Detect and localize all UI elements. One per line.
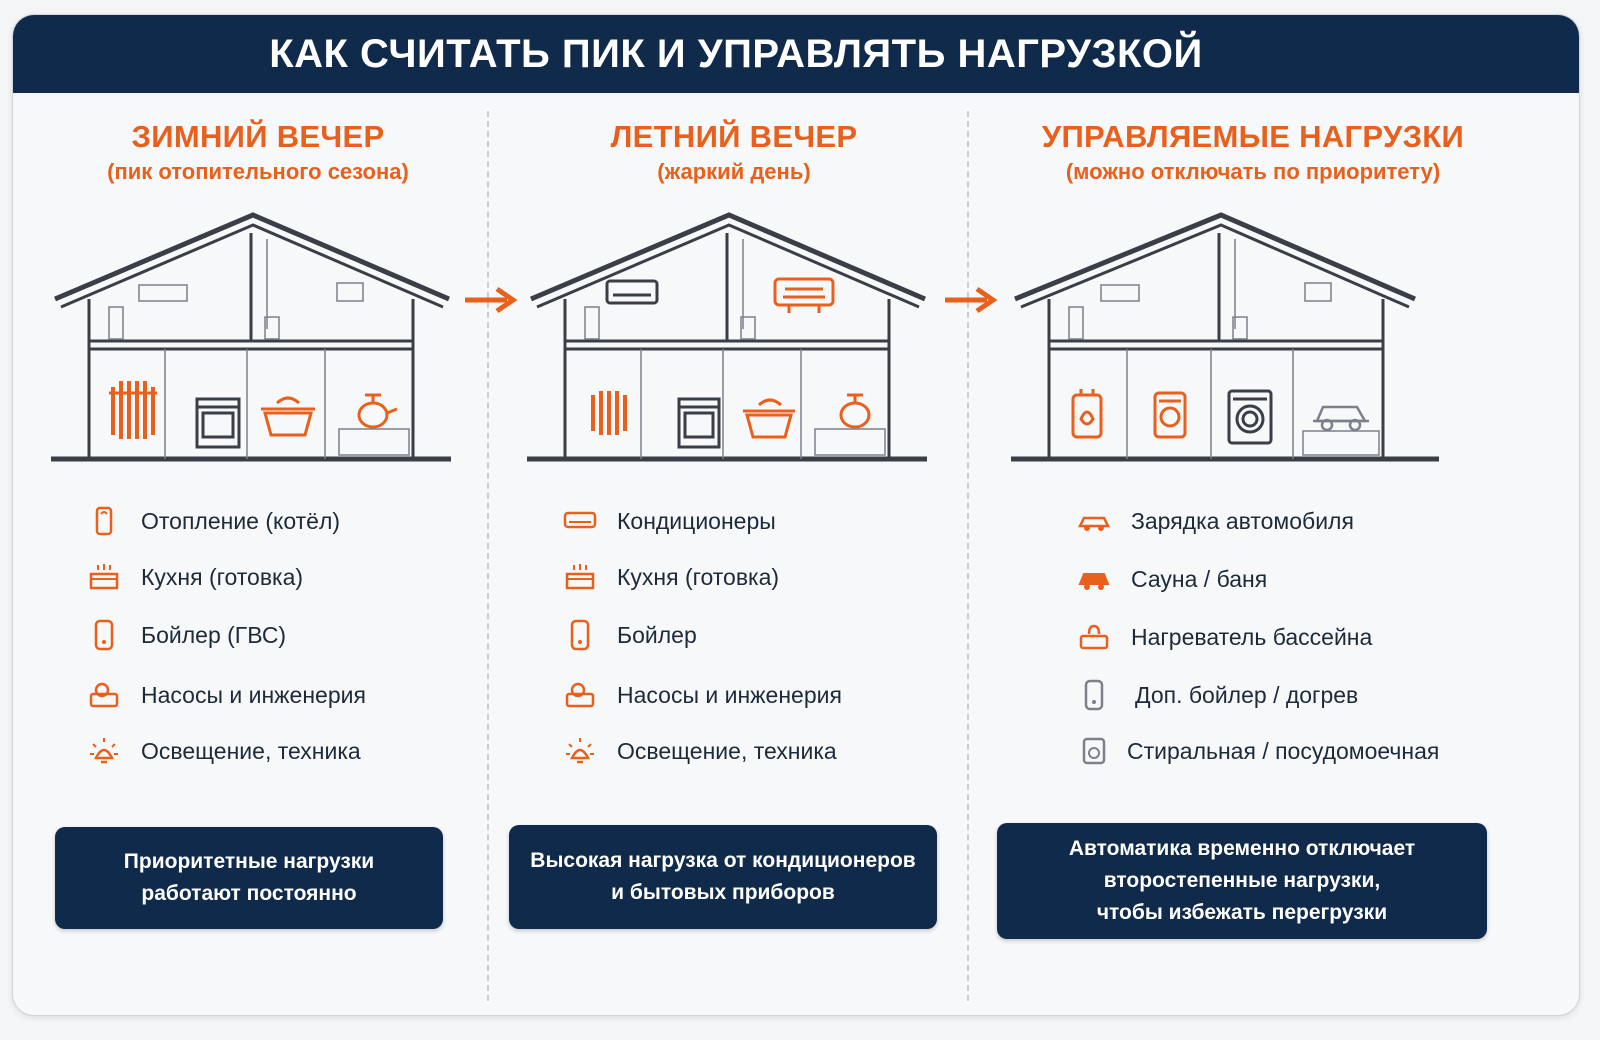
column-title: УПРАВЛЯЕМЫЕ НАГРУЗКИ xyxy=(1041,119,1465,154)
note-line: чтобы избежать перегрузки xyxy=(1096,901,1388,924)
note-line: второстепенные нагрузки, xyxy=(1103,869,1381,892)
list-item-label: Освещение, техника xyxy=(617,737,837,764)
note-box xyxy=(55,827,443,929)
list-item-label: Кондиционеры xyxy=(617,507,776,534)
list-item xyxy=(1077,675,1358,715)
lighting-icon xyxy=(563,734,597,768)
list-item xyxy=(87,731,361,771)
pump-icon xyxy=(87,678,121,712)
list-item-label: Бойлер xyxy=(617,621,697,648)
list-item-label: Освещение, техника xyxy=(141,737,361,764)
list-item-label: Стиральная / посудомоечная xyxy=(1127,737,1440,764)
list-item-label: Кухня (готовка) xyxy=(617,563,780,590)
page-title: КАК СЧИТАТЬ ПИК И УПРАВЛЯТЬ НАГРУЗКОЙ xyxy=(269,31,1203,76)
list-item xyxy=(87,675,366,715)
list-item-label: Нагреватель бассейна xyxy=(1131,623,1373,650)
boiler-icon xyxy=(87,504,121,538)
pool-heater-icon xyxy=(1077,620,1111,654)
list-item xyxy=(1077,559,1267,599)
lighting-icon xyxy=(87,734,121,768)
list-item xyxy=(563,615,697,655)
note-line: Автоматика временно отключает xyxy=(1068,837,1416,860)
infographic-card xyxy=(12,14,1580,1016)
washer-icon xyxy=(1077,734,1111,768)
note-box xyxy=(997,823,1487,939)
list-item-label: Зарядка автомобиля xyxy=(1131,507,1354,534)
list-item xyxy=(563,501,776,541)
kitchen-icon xyxy=(563,560,597,594)
list-item-label: Насосы и инженерия xyxy=(617,681,842,708)
note-line: Высокая нагрузка от кондиционеров xyxy=(530,849,916,872)
column-subtitle: (жаркий день) xyxy=(657,159,811,184)
header-banner xyxy=(13,15,1579,93)
house-illustration xyxy=(527,209,927,471)
water-heater-icon xyxy=(1077,678,1111,712)
list-item-label: Кухня (готовка) xyxy=(141,563,304,590)
car-icon xyxy=(1077,504,1111,538)
note-box xyxy=(509,825,937,929)
column-title: ЗИМНИЙ ВЕЧЕР xyxy=(131,119,385,154)
list-item xyxy=(87,501,340,541)
list-item-label: Доп. бойлер / догрев xyxy=(1135,681,1359,708)
note-line: и бытовых приборов xyxy=(611,881,835,904)
list-item xyxy=(1077,617,1372,657)
list-item xyxy=(1077,501,1354,541)
arrow-right-icon xyxy=(943,285,999,315)
kitchen-icon xyxy=(87,560,121,594)
list-item xyxy=(1077,731,1439,771)
house-illustration xyxy=(51,209,451,471)
list-item xyxy=(87,557,303,597)
list-item-label: Бойлер (ГВС) xyxy=(141,621,287,648)
note-line: работают постоянно xyxy=(141,882,357,905)
water-heater-icon xyxy=(87,618,121,652)
list-item-label: Сауна / баня xyxy=(1131,565,1268,592)
column-divider xyxy=(487,111,489,1001)
list-item xyxy=(563,731,837,771)
column-subtitle: (пик отопительного сезона) xyxy=(107,159,409,184)
list-item xyxy=(563,675,842,715)
note-line: Приоритетные нагрузки xyxy=(123,850,375,873)
air-conditioner-icon xyxy=(563,504,597,538)
water-heater-icon xyxy=(563,618,597,652)
pump-icon xyxy=(563,678,597,712)
column-subtitle: (можно отключать по приоритету) xyxy=(1065,159,1441,184)
column-title: ЛЕТНИЙ ВЕЧЕР xyxy=(610,119,858,154)
list-item-label: Насосы и инженерия xyxy=(141,681,366,708)
column-divider xyxy=(967,111,969,1001)
house-illustration xyxy=(1011,209,1441,471)
sauna-icon xyxy=(1077,562,1111,596)
column-summer xyxy=(509,93,959,1013)
column-winter xyxy=(33,93,483,1013)
list-item xyxy=(563,557,779,597)
list-item-label: Отопление (котёл) xyxy=(141,507,341,534)
list-item xyxy=(87,615,286,655)
column-managed xyxy=(1003,93,1503,1013)
